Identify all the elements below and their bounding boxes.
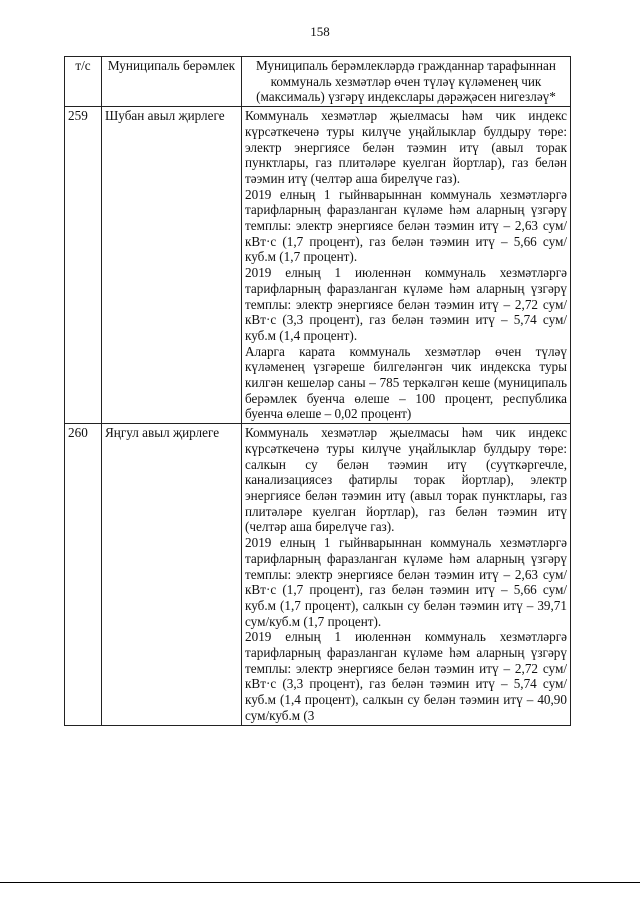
table-header-row <box>65 57 571 107</box>
page-number: 158 <box>310 24 330 39</box>
tariff-table <box>64 56 571 726</box>
row-description <box>242 424 571 725</box>
row-municipality: Яңгул авыл җирлеге <box>102 424 242 725</box>
description-paragraph: Аларга карата коммуналь хезмәтләр өчен түләү күләменең үзгәреше билгеләнгән чик индекска туры килгән кешеләр саны – 785 теркәлгән кеше (муниципаль берәмлек буенча өлеше – 100 процент, республика буенча өлеше – 0,02 процент) <box>245 343 567 422</box>
row-municipality: Шубан авыл җирлеге <box>102 107 242 424</box>
description-paragraph: 2019 елның 1 июленнән коммуналь хезмәтләргә тарифларның фаразланган күләме һәм аларның үзгәрү темплы: электр энергиясе белән тәэмин итү – 2,72 сум/кВт·с (3,3 процент), газ белән тәэмин итү – 5,74 сум/куб.м (1,4 процент). <box>245 265 567 343</box>
table-row <box>65 424 571 725</box>
description-paragraph: Коммуналь хезмәтләр җыелмасы һәм чик индекс күрсәткеченә туры килүче уңайлыклар булдыру төре: электр энергиясе белән тәэмин итү (авыл торак пунктлары, газ плитәләре куелган йортлар), газ белән тәэмин итү (челтәр аша бирелүче газ). <box>245 108 567 186</box>
row-description <box>242 107 571 424</box>
table-row <box>65 107 571 424</box>
description-paragraph: 2019 елның 1 гыйнварыннан коммуналь хезмәтләргә тарифларның фаразланган күләме һәм аларның үзгәрү темплы: электр энергиясе белән тәэмин итү – 2,63 сум/кВт·с (1,7 процент), газ белән тәэмин итү – 5,66 сум/куб.м (1,7 процент). <box>245 186 567 265</box>
header-index: Муниципаль берәмлекләрдә гражданнар тарафыннан коммуналь хезмәтләр өчен түләү күләменең чик (максималь) үзгәрү индекслары дәрәҗәсен нигезләү* <box>242 57 571 107</box>
page-bottom-rule <box>0 882 640 883</box>
description-paragraph: 2019 елның 1 июленнән коммуналь хезмәтләргә тарифларның фаразланган күләме һәм аларның үзгәрү темплы: электр энергиясе белән тәэмин итү – 2,72 сум/кВт·с (3,3 процент), газ белән тәэмин итү – 5,74 сум/куб.м (1,4 процент), салкын су белән тәэмин итү – 40,90 сум/куб.м (3 <box>245 629 567 723</box>
description-paragraph: 2019 елның 1 гыйнварыннан коммуналь хезмәтләргә тарифларның фаразланган күләме һәм аларның үзгәрү темплы: электр энергиясе белән тәэмин итү – 2,63 сум/кВт·с (1,7 процент), газ белән тәэмин итү – 5,66 сум/куб.м (1,7 процент), салкын су белән тәэмин итү – 39,71 сум/куб.м (1,7 процент). <box>245 535 567 629</box>
header-number: т/с <box>65 57 102 107</box>
row-number: 260 <box>65 424 102 725</box>
header-municipality: Муниципаль берәмлек <box>102 57 242 107</box>
row-number: 259 <box>65 107 102 424</box>
description-paragraph: Коммуналь хезмәтләр җыелмасы һәм чик индекс күрсәткеченә туры килүче уңайлыклар булдыру төре: салкын су белән тәэмин итү (суүткәргечле, канализациясез фатирлы торак йортлар), электр энергиясе белән тәэмин итү (авыл торак пунктлары, газ плитәләре куелган йортлар), газ белән тәэмин итү (челтәр аша бирелүче газ). <box>245 425 567 535</box>
